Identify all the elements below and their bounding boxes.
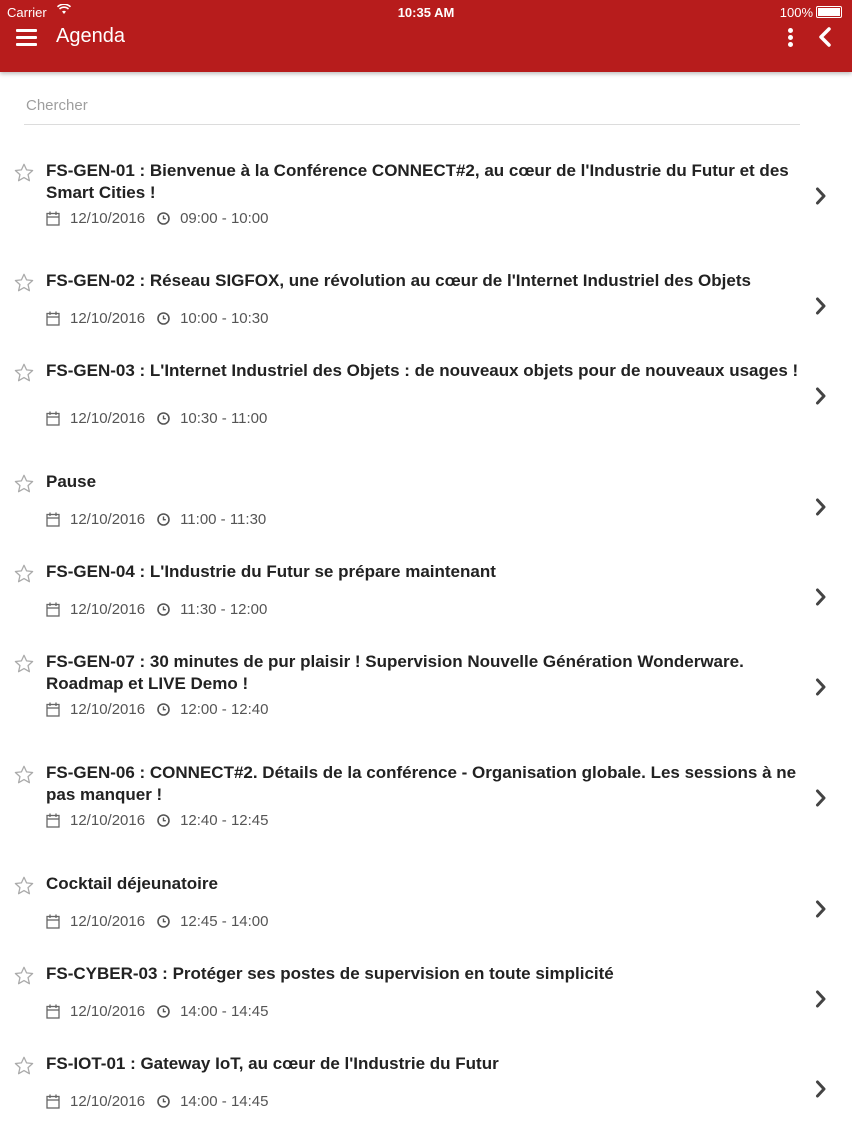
session-meta <box>46 1093 268 1111</box>
calendar-icon <box>46 411 60 426</box>
calendar-icon <box>46 211 60 226</box>
favorite-star-icon[interactable] <box>13 362 35 384</box>
nav-bar <box>0 24 852 72</box>
clock-icon <box>157 1005 170 1018</box>
session-date: 12/10/2016 <box>70 310 146 327</box>
session-title: FS-GEN-07 : 30 minutes de pur plaisir ! Supervision Nouvelle Génération Wonderware. Roadmap et LIVE Demo ! <box>46 652 744 693</box>
session-item[interactable] <box>0 350 852 461</box>
calendar-icon <box>46 914 60 929</box>
chevron-right-icon[interactable] <box>815 788 827 808</box>
session-title: FS-CYBER-03 : Protéger ses postes de supervision en toute simplicité <box>46 964 614 983</box>
session-item[interactable] <box>0 752 852 863</box>
session-date: 12/10/2016 <box>70 701 146 718</box>
more-options-icon[interactable] <box>788 28 794 48</box>
calendar-icon <box>46 311 60 326</box>
session-meta <box>46 1003 268 1021</box>
calendar-icon <box>46 602 60 617</box>
session-title: Pause <box>46 472 97 491</box>
chevron-right-icon[interactable] <box>815 587 827 607</box>
session-time: 11:00 - 11:30 <box>180 511 267 528</box>
session-date: 12/10/2016 <box>70 511 146 528</box>
session-meta <box>46 701 268 719</box>
clock-icon <box>157 1095 170 1108</box>
session-time: 12:40 - 12:45 <box>180 812 269 829</box>
session-item[interactable] <box>0 863 852 953</box>
hamburger-menu-icon[interactable] <box>16 29 37 46</box>
session-item[interactable] <box>0 641 852 752</box>
session-meta <box>46 601 267 619</box>
session-meta <box>46 310 268 328</box>
chevron-right-icon[interactable] <box>815 497 827 517</box>
session-date: 12/10/2016 <box>70 210 146 227</box>
favorite-star-icon[interactable] <box>13 653 35 675</box>
favorite-star-icon[interactable] <box>13 875 35 897</box>
chevron-right-icon[interactable] <box>815 386 827 406</box>
session-item[interactable] <box>0 953 852 1043</box>
clock-icon <box>157 814 170 827</box>
chevron-right-icon[interactable] <box>815 899 827 919</box>
session-meta <box>46 913 268 931</box>
session-time: 10:00 - 10:30 <box>180 310 269 327</box>
session-title: FS-GEN-06 : CONNECT#2. Détails de la conférence - Organisation globale. Les sessions à ne pas manquer ! <box>46 763 797 804</box>
search-bar <box>24 90 800 125</box>
session-meta <box>46 812 268 830</box>
favorite-star-icon[interactable] <box>13 965 35 987</box>
session-date: 12/10/2016 <box>70 1093 146 1110</box>
session-time: 11:30 - 12:00 <box>180 601 268 618</box>
session-item[interactable] <box>0 461 852 551</box>
calendar-icon <box>46 512 60 527</box>
clock-icon <box>157 703 170 716</box>
session-date: 12/10/2016 <box>70 913 146 930</box>
session-title: FS-IOT-01 : Gateway IoT, au cœur de l'Industrie du Futur <box>46 1054 499 1073</box>
session-meta <box>46 410 267 428</box>
session-meta <box>46 511 266 529</box>
clock-icon <box>157 915 170 928</box>
session-time: 10:30 - 11:00 <box>180 410 268 427</box>
chevron-right-icon[interactable] <box>815 677 827 697</box>
session-item[interactable] <box>0 150 852 260</box>
clock-icon <box>157 513 170 526</box>
calendar-icon <box>46 1094 60 1109</box>
session-date: 12/10/2016 <box>70 1003 146 1020</box>
clock-icon <box>157 312 170 325</box>
session-date: 12/10/2016 <box>70 812 146 829</box>
app-header <box>0 0 852 72</box>
favorite-star-icon[interactable] <box>13 162 35 184</box>
favorite-star-icon[interactable] <box>13 473 35 495</box>
session-item[interactable] <box>0 260 852 350</box>
session-title: FS-GEN-02 : Réseau SIGFOX, une révolution au cœur de l'Internet Industriel des Objets <box>46 271 751 290</box>
chevron-right-icon[interactable] <box>815 186 827 206</box>
session-time: 12:45 - 14:00 <box>180 913 269 930</box>
session-meta <box>46 210 268 228</box>
session-time: 12:00 - 12:40 <box>180 701 269 718</box>
session-title: FS-GEN-04 : L'Industrie du Futur se prépare maintenant <box>46 562 496 581</box>
session-date: 12/10/2016 <box>70 410 146 427</box>
chevron-right-icon[interactable] <box>815 1079 827 1099</box>
session-item[interactable] <box>0 551 852 641</box>
status-time: 10:35 AM <box>397 5 455 20</box>
search-input[interactable] <box>24 90 802 120</box>
calendar-icon <box>46 813 60 828</box>
session-list <box>0 150 852 1133</box>
chevron-right-icon[interactable] <box>815 989 827 1009</box>
calendar-icon <box>46 1004 60 1019</box>
session-title: FS-GEN-01 : Bienvenue à la Conférence CONNECT#2, au cœur de l'Industrie du Futur et des Smart Cities ! <box>46 161 789 202</box>
calendar-icon <box>46 702 60 717</box>
favorite-star-icon[interactable] <box>13 563 35 585</box>
status-bar <box>0 0 852 24</box>
chevron-right-icon[interactable] <box>815 296 827 316</box>
favorite-star-icon[interactable] <box>13 764 35 786</box>
clock-icon <box>157 412 170 425</box>
battery-icon <box>816 6 842 18</box>
session-date: 12/10/2016 <box>70 601 146 618</box>
favorite-star-icon[interactable] <box>13 272 35 294</box>
back-chevron-icon[interactable] <box>816 26 834 48</box>
carrier-label: Carrier <box>7 5 47 20</box>
clock-icon <box>157 212 170 225</box>
battery-indicator <box>780 5 842 20</box>
session-time: 14:00 - 14:45 <box>180 1003 269 1020</box>
favorite-star-icon[interactable] <box>13 1055 35 1077</box>
session-time: 14:00 - 14:45 <box>180 1093 269 1110</box>
session-title: Cocktail déjeunatoire <box>46 874 218 893</box>
clock-icon <box>157 603 170 616</box>
page-title: Agenda <box>56 25 125 47</box>
session-item[interactable] <box>0 1043 852 1133</box>
battery-label: 100% <box>779 5 813 20</box>
session-time: 09:00 - 10:00 <box>180 210 269 227</box>
session-title: FS-GEN-03 : L'Internet Industriel des Objets : de nouveaux objets pour de nouveaux usages ! <box>46 361 799 380</box>
